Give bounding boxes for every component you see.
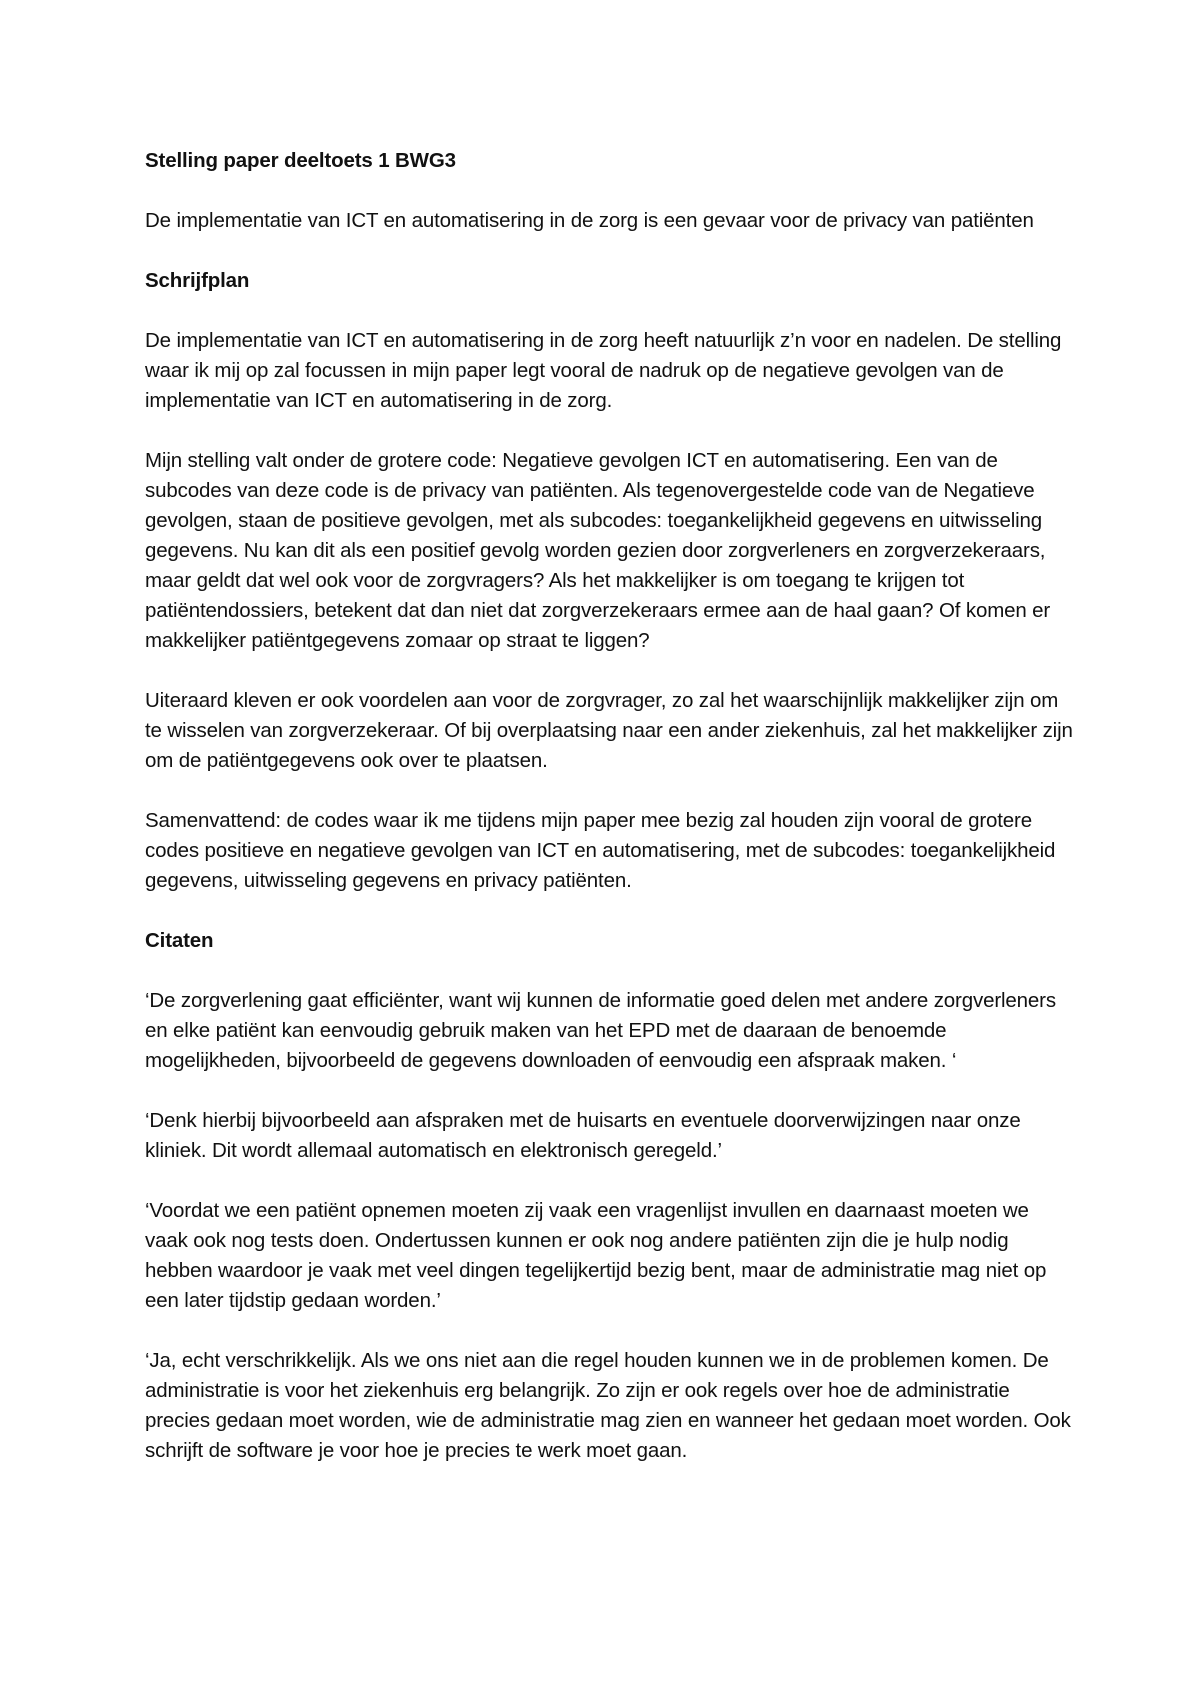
statement: De implementatie van ICT en automatisering in de zorg is een gevaar voor de privacy van patiënten [145,209,1034,232]
quote-paragraph: ‘Ja, echt verschrikkelijk. Als we ons niet aan die regel houden kunnen we in de problemen komen. De administratie is voor het ziekenhuis erg belangrijk. Zo zijn er ook regels over hoe de administratie precies gedaan moet worden, wie de administratie mag zien en wanneer het gedaan moet worden. Ook schrijft de software je voor hoe je precies te werk moet gaan. [145,1349,1071,1462]
quote-paragraph: ‘Voordat we een patiënt opnemen moeten zij vaak een vragenlijst invullen en daarnaast moeten we vaak ook nog tests doen. Ondertussen kunnen er ook nog andere patiënten zijn die je hulp nodig hebben waardoor je vaak met veel dingen tegelijkertijd bezig bent, maar de administratie mag niet op een later tijdstip gedaan worden.’ [145,1199,1047,1312]
document-page [145,146,1075,1496]
plan-paragraph: Mijn stelling valt onder de grotere code: Negatieve gevolgen ICT en automatisering. Een van de subcodes van deze code is de privacy van patiënten. Als tegenovergestelde code van de Negatieve gevolgen, staan de positieve gevolgen, met als subcodes: toegankelijkheid gegevens en uitwisseling gegevens. Nu kan dit als een positief gevolg worden gezien door zorgverleners en zorgverzekeraars, maar geldt dat wel ook voor de zorgvragers? Als het makkelijker is om toegang te krijgen tot patiëntendossiers, betekent dat dan niet dat zorgverzekeraars ermee aan de haal gaan? Of komen er makkelijker patiëntgegevens zomaar op straat te liggen? [145,449,1051,652]
section-heading-citaten: Citaten [145,929,214,952]
plan-paragraph: Uiteraard kleven er ook voordelen aan voor de zorgvrager, zo zal het waarschijnlijk makkelijker zijn om te wisselen van zorgverzekeraar. Of bij overplaatsing naar een ander ziekenhuis, zal het makkelijker zijn om de patiëntgegevens ook over te plaatsen. [145,689,1073,772]
section-heading-schrijfplan: Schrijfplan [145,269,250,292]
plan-paragraph: Samenvattend: de codes waar ik me tijdens mijn paper mee bezig zal houden zijn vooral de grotere codes positieve en negatieve gevolgen van ICT en automatisering, met de subcodes: toegankelijkheid gegevens, uitwisseling gegevens en privacy patiënten. [145,809,1056,892]
document-title: Stelling paper deeltoets 1 BWG3 [145,149,456,172]
quote-paragraph: ‘Denk hierbij bijvoorbeeld aan afspraken met de huisarts en eventuele doorverwijzingen naar onze kliniek. Dit wordt allemaal automatisch en elektronisch geregeld.’ [145,1109,1021,1162]
quote-paragraph: ‘De zorgverlening gaat efficiënter, want wij kunnen de informatie goed delen met andere zorgverleners en elke patiënt kan eenvoudig gebruik maken van het EPD met de daaraan de benoemde mogelijkheden, bijvoorbeeld de gegevens downloaden of eenvoudig een afspraak maken. ‘ [145,989,1056,1072]
plan-paragraph: De implementatie van ICT en automatisering in de zorg heeft natuurlijk z’n voor en nadelen. De stelling waar ik mij op zal focussen in mijn paper legt vooral de nadruk op de negatieve gevolgen van de implementatie van ICT en automatisering in de zorg. [145,329,1062,412]
